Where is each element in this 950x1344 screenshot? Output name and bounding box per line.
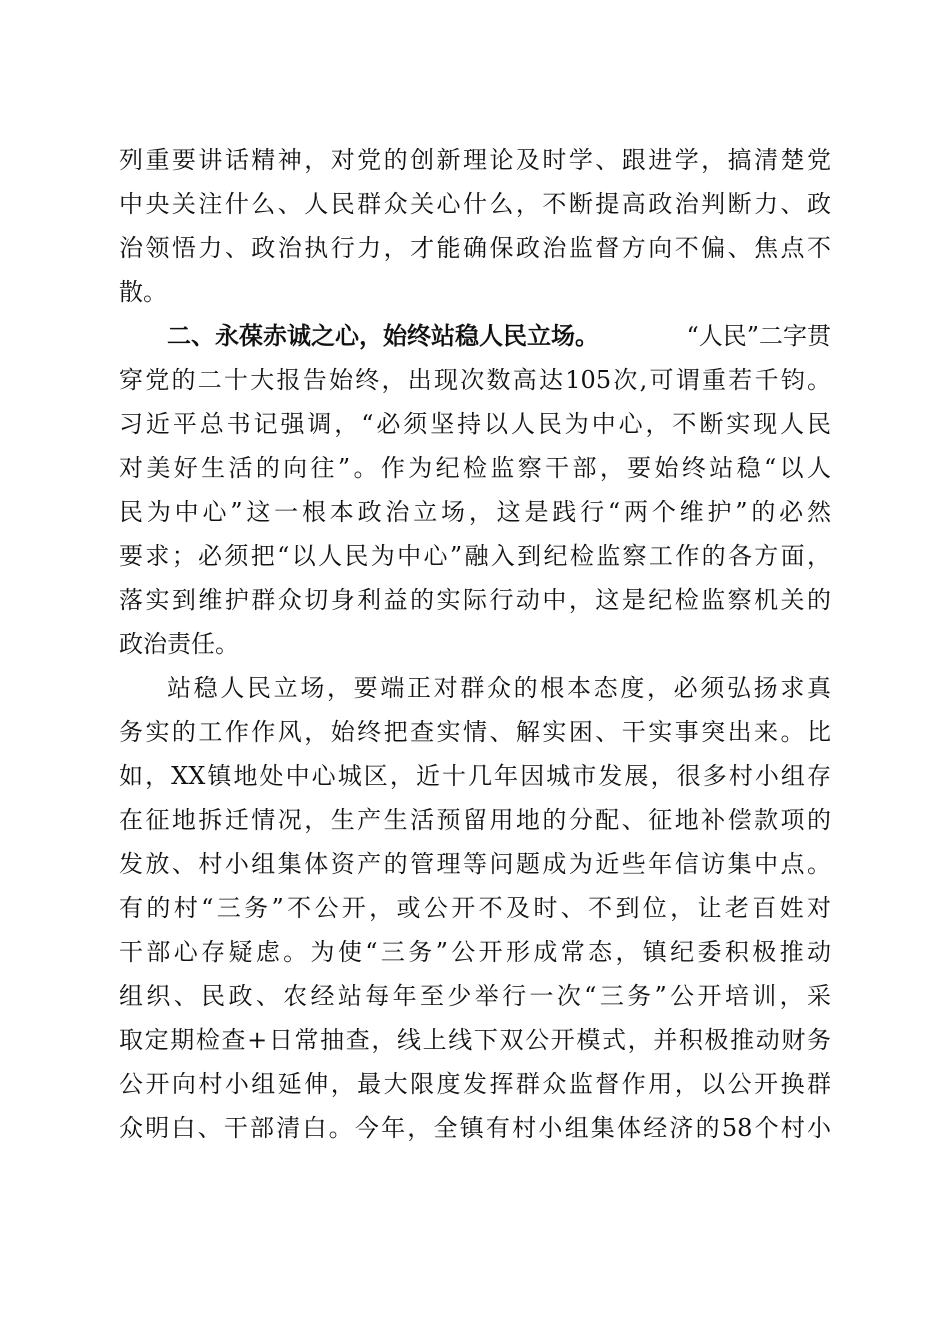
paragraph-line: 要求；必须把“以人民为中心”融入到纪检监察工作的各方面， — [119, 542, 831, 570]
paragraph-line: 众明白、干部清白。今年，全镇有村小组集体经济的58个村小 — [119, 1114, 831, 1142]
section-heading-line — [167, 314, 831, 358]
paragraph-line: 站稳人民立场，要端正对群众的根本态度，必须弘扬求真 — [167, 674, 831, 702]
paragraph-line: 散。 — [119, 278, 167, 306]
paragraph-line: 务实的工作作风，始终把查实情、解实困、干实事突出来。比 — [119, 718, 831, 746]
paragraph-line: 发放、村小组集体资产的管理等问题成为近些年信访集中点。 — [119, 850, 831, 878]
paragraph-line: 中央关注什么、人民群众关心什么，不断提高政治判断力、政 — [119, 190, 831, 218]
paragraph-line: 政治责任。 — [119, 630, 239, 658]
paragraph-line-tail: “人民”二字贯 — [686, 322, 831, 350]
paragraph-line: 干部心存疑虑。为使“三务”公开形成常态，镇纪委积极推动 — [119, 938, 831, 966]
section-heading: 二、永葆赤诚之心，始终站稳人民立场。 — [167, 321, 599, 350]
paragraph-line: 列重要讲话精神，对党的创新理论及时学、跟进学，搞清楚党 — [119, 146, 831, 174]
paragraph-line: 如，XX镇地处中心城区，近十几年因城市发展，很多村小组存 — [119, 762, 831, 790]
paragraph-line: 民为中心”这一根本政治立场，这是践行“两个维护”的必然 — [119, 498, 831, 526]
paragraph-line: 在征地拆迁情况，生产生活预留用地的分配、征地补偿款项的 — [119, 806, 831, 834]
paragraph-line: 穿党的二十大报告始终，出现次数高达105次,可谓重若千钧。 — [119, 366, 831, 394]
paragraph-line: 取定期检查+日常抽查，线上线下双公开模式，并积极推动财务 — [119, 1026, 831, 1054]
paragraph-line: 有的村“三务”不公开，或公开不及时、不到位，让老百姓对 — [119, 894, 831, 922]
paragraph-line: 公开向村小组延伸，最大限度发挥群众监督作用，以公开换群 — [119, 1070, 831, 1098]
paragraph-line: 对美好生活的向往”。作为纪检监察干部，要始终站稳“以人 — [119, 454, 831, 482]
paragraph-line: 落实到维护群众切身利益的实际行动中，这是纪检监察机关的 — [119, 586, 831, 614]
paragraph-line: 组织、民政、农经站每年至少举行一次“三务”公开培训，采 — [119, 982, 831, 1010]
paragraph-line: 治领悟力、政治执行力，才能确保政治监督方向不偏、焦点不 — [119, 234, 831, 262]
paragraph-line: 习近平总书记强调，“必须坚持以人民为中心，不断实现人民 — [119, 410, 831, 438]
